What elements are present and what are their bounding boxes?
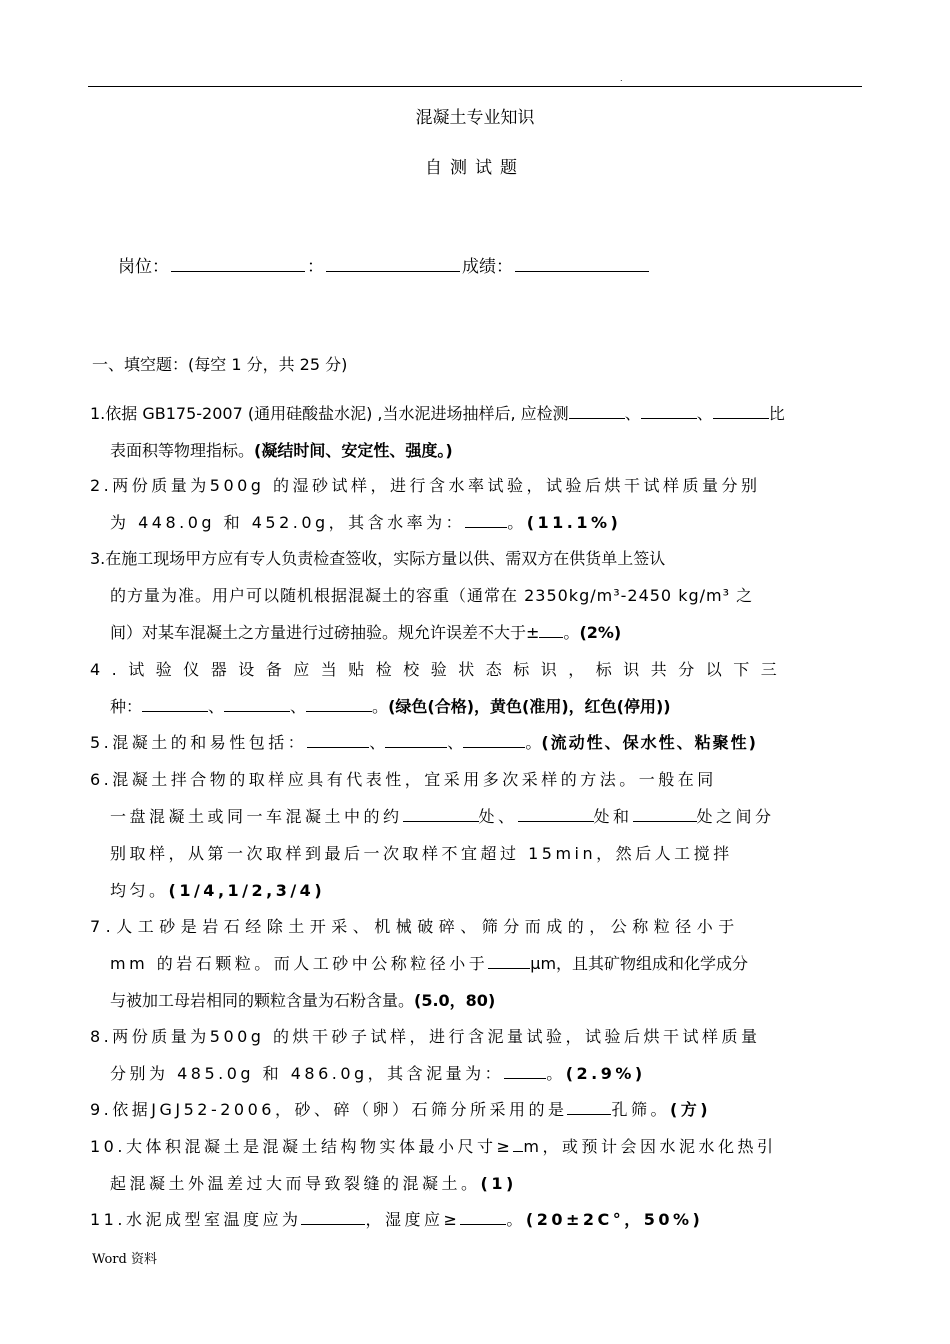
question-9: [90, 1091, 860, 1128]
q5-sep: 、: [369, 733, 386, 752]
q4-blank-2[interactable]: [224, 695, 290, 712]
question-4: [90, 651, 860, 725]
q11-blank-2[interactable]: [460, 1208, 506, 1225]
q4-punct: 。: [372, 697, 389, 716]
score-blank[interactable]: [515, 253, 649, 272]
q7-text-4: 与被加工母岩相同的颗粒含量为石粉含量。: [110, 991, 415, 1010]
q2-blank[interactable]: [465, 511, 507, 528]
q5-punct: 。: [525, 733, 542, 752]
q7-text: 7.人工砂是岩石经除土开采、机械破碎、筛分而成的，公称粒径小于: [90, 917, 740, 936]
q10-text-2: m，或预计会因水泥水化热引: [523, 1137, 777, 1156]
q4-sep: 、: [208, 697, 225, 716]
q3-text-3: 间）对某车混凝土之方量进行过磅抽验。规允许误差不大于±: [110, 623, 540, 642]
question-2: [90, 467, 860, 541]
doc-subtitle: 自测试题: [425, 158, 525, 178]
doc-title: 混凝土专业知识: [415, 108, 535, 128]
score-label: 成绩：: [462, 257, 513, 277]
q4-blank-1[interactable]: [142, 695, 208, 712]
q6-blank-2[interactable]: [518, 805, 594, 822]
q9-answer: (方): [669, 1100, 712, 1119]
q1-text: 1.依据 GB175-2007 (通用硅酸盐水泥) ,当水泥进场抽样后, 应检测: [90, 404, 569, 423]
q8-text: 8.两份质量为500g 的烘干砂子试样，进行含泥量试验，试验后烘干试样质量: [90, 1027, 761, 1046]
q6-text-4: 处和: [593, 807, 633, 826]
q10-answer: (1): [480, 1174, 517, 1193]
q1-blank-1[interactable]: [569, 402, 625, 419]
question-10: [90, 1128, 860, 1202]
q1-text-2: 表面积等物理指标。: [110, 441, 255, 460]
q8-blank[interactable]: [504, 1062, 546, 1079]
q6-blank-3[interactable]: [633, 805, 697, 822]
question-8: [90, 1018, 860, 1092]
q5-text: 5.混凝土的和易性包括：: [90, 733, 308, 752]
q6-text-6: 别取样，从第一次取样到最后一次取样不宜超过 15min，然后人工搅拌: [110, 844, 733, 863]
question-7: [90, 908, 860, 1019]
q1-answer: (凝结时间、安定性、强度。): [254, 441, 453, 460]
q10-text: 10.大体积混凝土是混凝土结构物实体最小尺寸≥: [90, 1137, 514, 1156]
q2-answer: (11.1%): [526, 513, 622, 532]
q6-text-2: 一盘混凝土或同一车混凝土中的约: [110, 807, 403, 826]
name-blank[interactable]: [326, 253, 460, 272]
question-5: [90, 724, 860, 761]
footer-text: Word 资料: [92, 1252, 157, 1267]
q1-sep: 、: [696, 404, 713, 423]
q4-text-2: 种：: [110, 697, 143, 716]
q4-sep: 、: [290, 697, 307, 716]
q3-punct: 。: [563, 623, 580, 642]
name-label: ：: [307, 257, 324, 277]
q5-sep: 、: [447, 733, 464, 752]
question-11: [90, 1201, 860, 1238]
q5-blank-3[interactable]: [463, 731, 525, 748]
q9-blank[interactable]: [567, 1098, 611, 1115]
question-6: [90, 761, 860, 909]
q11-text-2: ，湿度应≥: [365, 1210, 461, 1229]
q6-text-3: 处、: [478, 807, 518, 826]
question-3: [90, 540, 860, 651]
q11-answer: (20±2C°，50%): [525, 1210, 704, 1229]
question-1: [90, 395, 860, 469]
q7-blank[interactable]: [488, 952, 530, 969]
q5-answer: (流动性、保水性、粘聚性): [541, 733, 758, 752]
q7-text-2: mm 的岩石颗粒。而人工砂中公称粒径小于: [110, 954, 489, 973]
q8-text-2: 分别为 485.0g 和 486.0g，其含泥量为：: [110, 1064, 505, 1083]
q11-text: 11.水泥成型室温度应为: [90, 1210, 302, 1229]
q6-text-7: 均匀。: [110, 881, 169, 900]
q1-blank-3[interactable]: [713, 402, 769, 419]
q2-text-2: 为 448.0g 和 452.0g，其含水率为：: [110, 513, 466, 532]
q5-blank-1[interactable]: [307, 731, 369, 748]
q2-punct: 。: [507, 513, 527, 532]
q6-text-5: 处之间分: [696, 807, 775, 826]
q4-text: 4.试验仪器设备应当贴检校验状态标识，标识共分以下三: [90, 660, 789, 679]
q6-blank-1[interactable]: [403, 805, 479, 822]
info-line: [118, 252, 651, 277]
q11-punct: 。: [506, 1210, 526, 1229]
header-rule: [88, 86, 862, 87]
q1-sep: 、: [624, 404, 641, 423]
q9-text-2: 孔筛。: [611, 1100, 670, 1119]
q9-text: 9.依据JGJ52-2006，砂、碎（卵）石筛分所采用的是: [90, 1100, 568, 1119]
q3-text-2: 的方量为准。用户可以随机根据混凝土的容重（通常在 2350kg/m³-2450 kg/m³ 之: [110, 586, 754, 605]
q7-answer: (5.0，80): [414, 991, 496, 1010]
q10-text-3: 起混凝土外温差过大而导致裂缝的混凝土。: [110, 1174, 481, 1193]
q1-blank-2[interactable]: [641, 402, 697, 419]
q4-answer: (绿色(合格)，黄色(准用)，红色(停用)): [388, 697, 671, 716]
q1-text-tail: 比: [768, 404, 785, 423]
q5-blank-2[interactable]: [385, 731, 447, 748]
q8-answer: (2.9%): [565, 1064, 646, 1083]
q8-punct: 。: [546, 1064, 566, 1083]
section-heading: 一、填空题：(每空 1 分，共 25 分): [92, 355, 348, 374]
q6-text: 6.混凝土拌合物的取样应具有代表性，宜采用多次采样的方法。一般在同: [90, 770, 717, 789]
q10-blank[interactable]: [513, 1135, 523, 1152]
q3-text: 3.在施工现场甲方应有专人负责检查签收，实际方量以供、需双方在供货单上签认: [90, 549, 666, 568]
header-dot: .: [620, 74, 623, 83]
q3-answer: (2%): [579, 623, 622, 642]
position-blank[interactable]: [171, 253, 305, 272]
q7-text-3: μm，且其矿物组成和化学成分: [530, 954, 749, 973]
q3-blank[interactable]: [539, 621, 563, 638]
q2-text: 2.两份质量为500g 的湿砂试样，进行含水率试验，试验后烘干试样质量分别: [90, 476, 761, 495]
q6-answer: (1/4,1/2,3/4): [168, 881, 326, 900]
position-label: 岗位：: [118, 257, 169, 277]
q4-blank-3[interactable]: [306, 695, 372, 712]
q11-blank-1[interactable]: [301, 1208, 365, 1225]
